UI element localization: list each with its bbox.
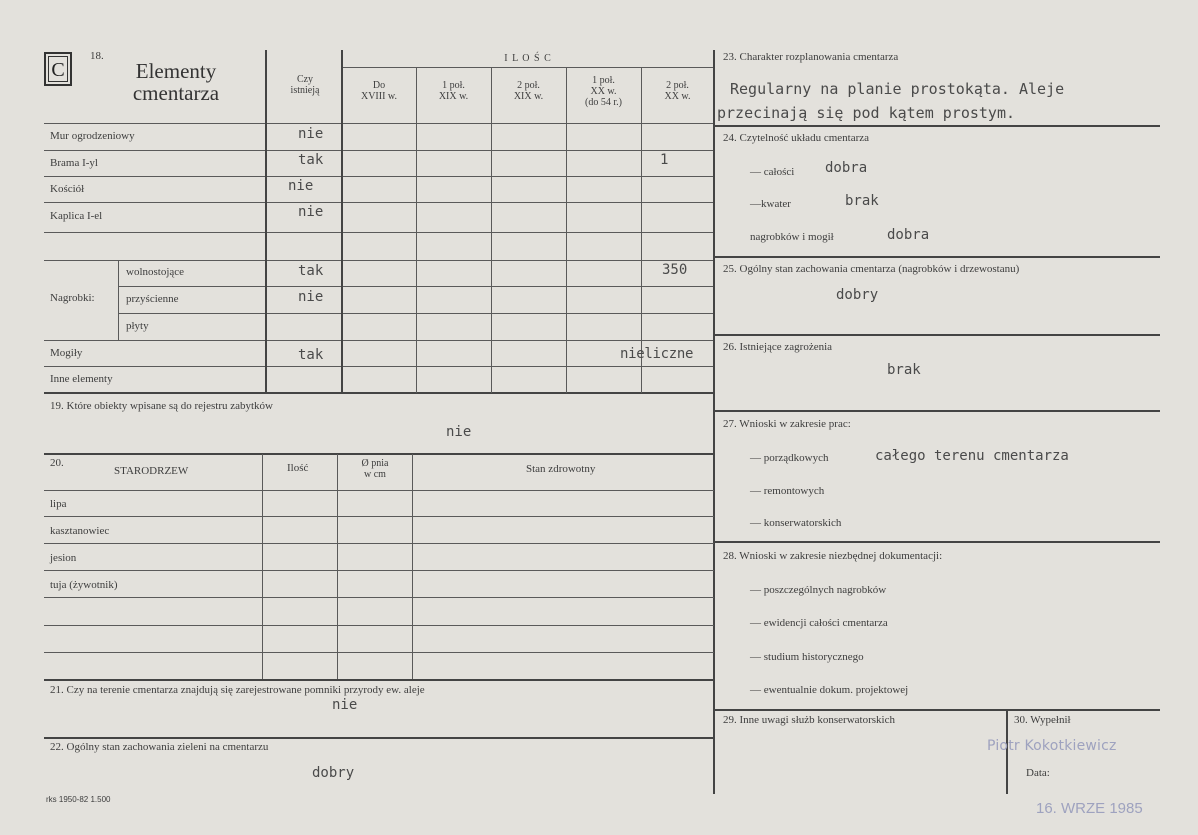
- sec28-item-projektowej: — ewentualnie dokum. projektowej: [750, 684, 909, 696]
- sec26-answer: brak: [887, 362, 921, 378]
- row-label-mur: Mur ogrodzeniowy: [50, 130, 135, 142]
- section-number-18: 18.: [90, 50, 104, 62]
- sec24-nagrobkow-answer: dobra: [887, 227, 930, 243]
- ilosc-header: I L O Ś C: [504, 53, 552, 64]
- sec28-label: 28. Wnioski w zakresie niezbędnej dokumentacji:: [723, 550, 943, 562]
- answer-kosciol: nie: [288, 178, 314, 194]
- sec19-answer: nie: [446, 424, 472, 440]
- elements-title-line2: cmentarza: [132, 81, 220, 105]
- sec27-konserwatorskich-label: — konserwatorskich: [750, 517, 842, 529]
- sec30-label: 30. Wypełnił: [1014, 714, 1071, 726]
- sec27-label: 27. Wnioski w zakresie prac:: [723, 418, 851, 430]
- sec23-label: 23. Charakter rozplanowania cmentarza: [723, 51, 899, 63]
- col-header-2pol-xix: [491, 80, 566, 102]
- sec29-label: 29. Inne uwagi służb konserwatorskich: [723, 714, 895, 726]
- col-starodrzew: STARODRZEW: [114, 465, 189, 477]
- row-label-przyscienne: przyścienne: [126, 293, 179, 305]
- sec25-label: 25. Ogólny stan zachowania cmentarza (nagrobków i drzewostanu): [723, 263, 1020, 275]
- answer-wolnostojace: tak: [298, 263, 324, 279]
- sec24-calosci-label: — całości: [750, 166, 795, 178]
- col-diameter-line2: w cm: [364, 469, 386, 480]
- tree-lipa: lipa: [50, 498, 67, 510]
- date-stamp: 16. WRZE 1985: [1036, 800, 1143, 817]
- tree-jesion: jesion: [50, 552, 77, 564]
- row-label-inne: Inne elementy: [50, 373, 113, 385]
- czy-istnieja-header: [270, 74, 340, 96]
- row-label-brama: Brama I-yl: [50, 157, 98, 169]
- sec30-data-label: Data:: [1026, 767, 1050, 779]
- col-header-line: XIX w.: [513, 91, 544, 102]
- col-header-do-xviii: [342, 80, 416, 102]
- row-label-kosciol: Kościół: [50, 183, 85, 195]
- signature-stamp: Piotr Kokotkiewicz: [987, 738, 1117, 754]
- section-badge: [44, 52, 72, 86]
- answer-kaplica: nie: [298, 204, 324, 220]
- col-header-line: (do 54 r.): [585, 97, 622, 108]
- sec28-item-ewidencji: — ewidencji całości cmentarza: [750, 617, 888, 629]
- sec24-kwater-label: —kwater: [750, 198, 791, 210]
- sec27-remontowych-label: — remontowych: [750, 485, 825, 497]
- answer-przyscienne: nie: [298, 289, 324, 305]
- col-diameter-line1: Ø pnia: [361, 458, 389, 469]
- nagrobki-label: Nagrobki:: [50, 292, 95, 304]
- footer-code: rks 1950-82 1.500: [46, 795, 111, 804]
- elements-title-line1: Elementy: [135, 59, 217, 83]
- col-header-line: XIX w.: [438, 91, 469, 102]
- col-header-line: XVIII w.: [360, 91, 397, 102]
- sec27-porzadkowych-label: — porządkowych: [750, 452, 829, 464]
- answer-mogily: tak: [298, 347, 324, 363]
- col-header-line: XX w.: [664, 91, 691, 102]
- qty-brama: 1: [660, 152, 669, 168]
- czy-header-line2: istnieją: [290, 85, 320, 96]
- col-header-line: 1 poł.: [592, 75, 615, 86]
- col-stan-zdrowotny: Stan zdrowotny: [526, 463, 596, 475]
- sec28-item-studium: — studium historycznego: [750, 651, 864, 663]
- col-header-line: 1 poł.: [442, 80, 465, 91]
- answer-mur: nie: [298, 126, 324, 142]
- sec23-answer-line1: Regularny na planie prostokąta. Aleje: [730, 80, 1065, 98]
- sec23-answer-line2: przecinają się pod kątem prostym.: [717, 104, 1016, 122]
- elements-title: [106, 60, 246, 104]
- col-header-line: XX w.: [590, 86, 617, 97]
- sec24-nagrobkow-label: nagrobków i mogił: [750, 231, 834, 243]
- sec21-answer: nie: [332, 697, 358, 713]
- sec20-number: 20.: [50, 457, 64, 469]
- col-header-2pol-xx: [641, 80, 714, 102]
- sec22-label: 22. Ogólny stan zachowania zieleni na cmentarzu: [50, 741, 269, 753]
- col-header-line: 2 poł.: [666, 80, 689, 91]
- sec21-label: 21. Czy na terenie cmentarza znajdują się zarejestrowane pomniki przyrody ew. aleje: [50, 684, 425, 696]
- sec26-label: 26. Istniejące zagrożenia: [723, 341, 833, 353]
- sec28-item-nagrobkow: — poszczególnych nagrobków: [750, 584, 887, 596]
- czy-header-line1: Czy: [296, 74, 314, 85]
- answer-brama: tak: [298, 152, 324, 168]
- col-header-1pol-xx: [566, 75, 641, 108]
- row-label-plyty: płyty: [126, 320, 149, 332]
- row-label-kaplica: Kaplica I-el: [50, 210, 103, 222]
- col-header-line: 2 poł.: [517, 80, 540, 91]
- qty-wolnostojace: 350: [662, 262, 688, 278]
- col-diameter: [338, 458, 412, 480]
- tree-tuja: tuja (żywotnik): [50, 579, 118, 591]
- sec27-porzadkowych-answer: całego terenu cmentarza: [875, 448, 1069, 464]
- sec19-label: 19. Które obiekty wpisane są do rejestru zabytków: [50, 400, 273, 412]
- col-header-line: Do: [372, 80, 386, 91]
- section-badge-letter: C: [48, 56, 68, 82]
- col-ilosc: Ilość: [287, 462, 309, 474]
- sec25-answer: dobry: [836, 287, 879, 303]
- qty-mogily: nieliczne: [620, 346, 694, 362]
- sec24-label: 24. Czytelność układu cmentarza: [723, 132, 870, 144]
- sec22-answer: dobry: [312, 765, 355, 781]
- row-label-wolnostojace: wolnostojące: [126, 266, 185, 278]
- row-label-mogily: Mogiły: [50, 347, 83, 359]
- sec24-calosci-answer: dobra: [825, 160, 868, 176]
- tree-kasztanowiec: kasztanowiec: [50, 525, 110, 537]
- sec24-kwater-answer: brak: [845, 193, 879, 209]
- col-header-1pol-xix: [416, 80, 491, 102]
